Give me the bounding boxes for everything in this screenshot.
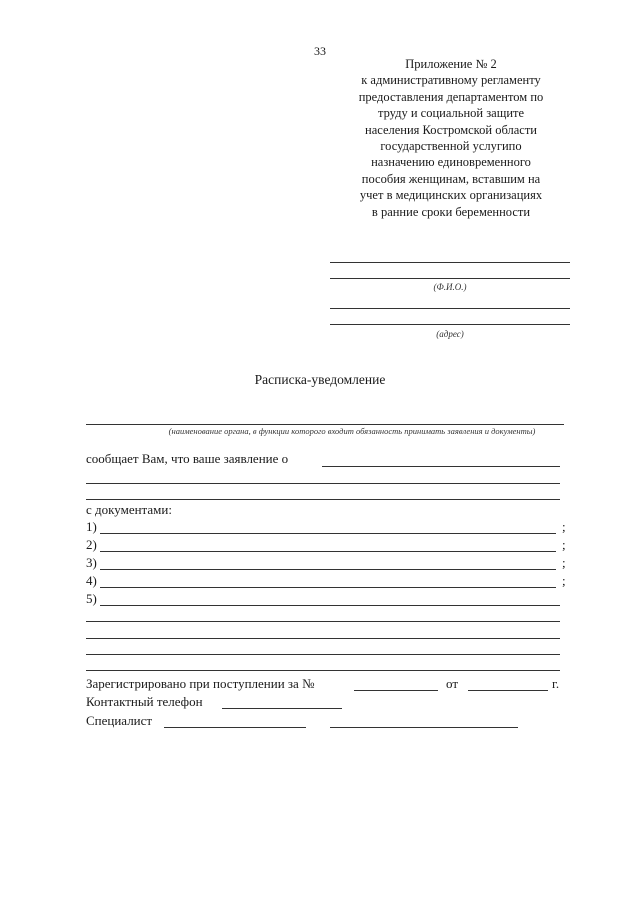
organ-name-line[interactable] [86,424,564,425]
specialist-line-2[interactable] [330,727,518,728]
doc-item-semicolon: ; [562,537,566,552]
header-line: государственной услугипо [380,139,522,154]
doc-item-line[interactable] [100,551,556,552]
informs-text: сообщает Вам, что ваше заявление о [86,451,289,466]
from-text: от [446,676,459,691]
appendix-header [330,56,572,220]
phone-label: Контактный телефон [86,694,203,709]
doc-item-semicolon: ; [562,573,566,588]
extra-line[interactable] [86,621,560,622]
extra-line[interactable] [86,670,560,671]
extra-line[interactable] [86,638,560,639]
extra-line[interactable] [86,654,560,655]
header-line: учет в медицинских организациях [359,188,543,203]
registration-number-line[interactable] [354,690,438,691]
doc-item-line[interactable] [100,569,556,570]
fio-caption: (Ф.И.О.) [433,282,467,292]
year-suffix: г. [552,676,560,691]
registered-text: Зарегистрировано при поступлении за № [86,676,315,691]
header-line: в ранние сроки беременности [371,204,531,219]
statement-line-2[interactable] [86,483,560,484]
header-line: труду и социальной защите [377,106,525,121]
doc-item-number: 5) [86,591,97,606]
phone-line[interactable] [222,708,342,709]
page-number: 33 [314,44,326,58]
doc-item-number: 3) [86,555,97,570]
registration-date-line[interactable] [468,690,548,691]
address-line-2[interactable] [330,324,570,325]
documents-label: с документами: [86,502,172,517]
doc-item-line[interactable] [100,605,560,606]
document-title: Расписка-уведомление [254,372,386,387]
doc-item-number: 4) [86,573,97,588]
organ-caption: (наименование органа, в функции которого входит обязанность принимать заявления и документы) [168,426,536,436]
specialist-label: Специалист [86,713,153,728]
statement-line-1[interactable] [322,466,560,467]
doc-item-semicolon: ; [562,519,566,534]
address-caption: (адрес) [436,329,464,339]
doc-item-number: 1) [86,519,97,534]
doc-item-line[interactable] [100,533,556,534]
doc-item-semicolon: ; [562,555,566,570]
doc-item-line[interactable] [100,587,556,588]
address-line-1[interactable] [330,308,570,309]
fio-line-1[interactable] [330,262,570,263]
header-line: пособия женщинам, вставшим на [361,171,541,186]
header-line: предоставления департаментом по [358,89,544,104]
statement-line-3[interactable] [86,499,560,500]
doc-item-number: 2) [86,537,97,552]
fio-line-2[interactable] [330,278,570,279]
header-line: Приложение № 2 [405,57,497,71]
header-line: к административному регламенту [361,73,541,88]
header-line: населения Костромской области [365,122,537,137]
specialist-line-1[interactable] [164,727,306,728]
header-line: назначению единовременного [371,155,531,170]
